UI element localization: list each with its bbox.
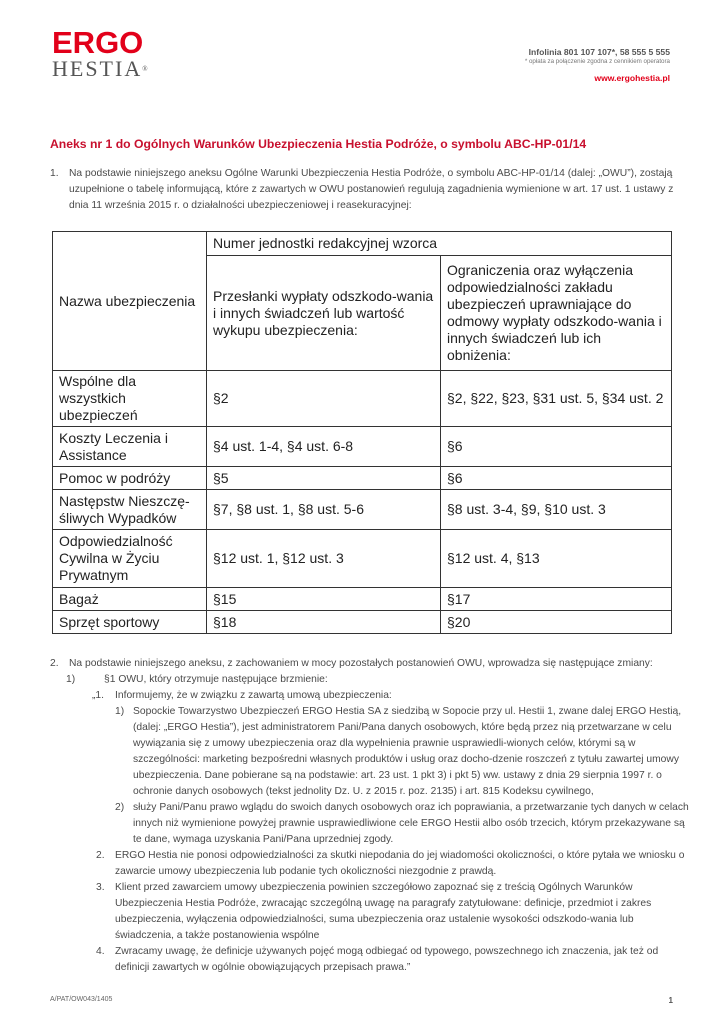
table-row bbox=[53, 371, 672, 427]
row-name: Odpowiedzialność Cywilna w Życiu Prywatnym bbox=[53, 530, 207, 588]
regulations-table bbox=[52, 231, 672, 634]
infolinia-note: * opłata za połączenie zgodna z cennikiem operatora bbox=[524, 58, 670, 65]
row-limits: §8 ust. 3-4, §9, §10 ust. 3 bbox=[441, 490, 672, 530]
row-limits: §2, §22, §23, §31 ust. 5, §34 ust. 2 bbox=[441, 371, 672, 427]
row-name: Bagaż bbox=[53, 588, 207, 611]
section-2-number: 2. bbox=[50, 658, 59, 669]
row-premises: §15 bbox=[207, 588, 441, 611]
row-limits: §12 ust. 4, §13 bbox=[441, 530, 672, 588]
table-row bbox=[53, 467, 672, 490]
row-premises: §5 bbox=[207, 467, 441, 490]
row-limits: §6 bbox=[441, 427, 672, 467]
row-premises: §12 ust. 1, §12 ust. 3 bbox=[207, 530, 441, 588]
quote-1b-number: 2) bbox=[115, 802, 125, 813]
section-2-intro: Na podstawie niniejszego aneksu, z zachowaniem w mocy pozostałych postanowień OWU, wprowadza się następujące zmiany: bbox=[69, 658, 653, 669]
table-row bbox=[53, 490, 672, 530]
header-insurance-name: Nazwa ubezpieczenia bbox=[53, 232, 207, 371]
ergo-hestia-logo bbox=[52, 25, 148, 81]
row-name: Wspólne dla wszystkich ubezpieczeń bbox=[53, 371, 207, 427]
quote-2-number: 2. bbox=[96, 850, 105, 861]
table-row bbox=[53, 427, 672, 467]
row-name: Następstw Nieszczę-śliwych Wypadków bbox=[53, 490, 207, 530]
row-limits: §6 bbox=[441, 467, 672, 490]
page-number: 1 bbox=[668, 996, 673, 1005]
row-limits: §17 bbox=[441, 588, 672, 611]
quote-3-text: Klient przed zawarciem umowy ubezpieczenia powinien szczegółowo zapoznać się z treścią Ogólnych Warunków Ubezpieczenia Hestia Podróże, zwracając szczególną uwagę na paragrafy zatytułowane: definicje, przedmiot i zakres ubezpieczenia, wyłączenia odpowiedzialności, suma ubezpieczenia oraz ustalenie wysokości odszkodo-wania lub świadczenia, a także postanowienia wspólne bbox=[115, 882, 652, 941]
quote-2-text: ERGO Hestia nie ponosi odpowiedzialności za skutki niepodania do jej wiadomości okoliczności, o które pytała we wniosku o zawarcie umowy ubezpieczenia lub podanie tych okoliczności niezgodnie z prawdą. bbox=[115, 850, 685, 877]
table-row bbox=[53, 611, 672, 634]
header-limits: Ograniczenia oraz wyłączenia odpowiedzialności zakładu ubezpieczeń uprawniające do odmowy wypłaty odszkodo-wania i innych świadczeń lub ich obniżenia: bbox=[441, 256, 672, 371]
item-1-text: §1 OWU, który otrzymuje następujące brzmienie: bbox=[104, 674, 328, 685]
table-row bbox=[53, 530, 672, 588]
row-premises: §18 bbox=[207, 611, 441, 634]
paragraph-1-text: Na podstawie niniejszego aneksu Ogólne Warunki Ubezpieczenia Hestia Podróże, o symbolu ABC-HP-01/14 (dalej: „OWU”), zostają uzupełnione o tabelę informującą, które z zawartych w OWU postanowień regulują zagadnienia wymienione w art. 17 ust. 1 ustawy z dnia 11 września 2015 r. o działalności ubezpieczeniowej i reasekuracyjnej: bbox=[69, 168, 674, 211]
quote-1a-number: 1) bbox=[115, 706, 125, 717]
section-2 bbox=[50, 656, 690, 976]
row-name: Sprzęt sportowy bbox=[53, 611, 207, 634]
quote-1a-text: Sopockie Towarzystwo Ubezpieczeń ERGO Hestia SA z siedzibą w Sopocie przy ul. Hestii 1, zwane dalej ERGO Hestią, (dalej: „ERGO Hestia”), jest administratorem Pani/Pana danych osobowych, które będą przez nią przetwarzane w celu wywiązania się z umowy ubezpieczenia oraz dla wypełnienia prawnie usprawiedli-wionych celów, którymi są w szczególności: marketing bezpośredni własnych produktów i usług oraz docho-dzenie roszczeń z tytułu zawartej umowy ubezpieczenia. Dane pobierane są na podstawie: art. 23 ust. 1 pkt 3) i pkt 5) ww. ustawy z dnia 29 sierpnia 1997 r. o ochronie danych osobowych (tekst jednolity Dz. U. z 2015 r. poz. 2135) i art. 815 Kodeksu cywilnego, bbox=[133, 706, 682, 797]
logo-ergo: ERGO bbox=[52, 25, 144, 60]
row-limits: §20 bbox=[441, 611, 672, 634]
quote-4-number: 4. bbox=[96, 946, 105, 957]
document-code: A/PAT/OW043/1405 bbox=[50, 996, 113, 1003]
item-1-number: 1) bbox=[66, 674, 76, 685]
quote-1-number: „1. bbox=[92, 690, 105, 701]
quote-1b-text: służy Pani/Panu prawo wglądu do swoich danych osobowych oraz ich poprawiania, a przetwarzanie tych danych w celach innych niż wymienione powyżej prawnie usprawiedliwione cele ERGO Hestii albo osób trzecich, którym przekazywane są te dane, wymaga uzyskania Pani/Pana uprzedniej zgody. bbox=[133, 802, 689, 845]
quote-3-number: 3. bbox=[96, 882, 105, 893]
header-premises: Przesłanki wypłaty odszkodo-wania i innych świadczeń lub wartość wykupu ubezpieczenia: bbox=[207, 256, 441, 371]
row-premises: §2 bbox=[207, 371, 441, 427]
row-name: Pomoc w podróży bbox=[53, 467, 207, 490]
logo-hestia: HESTIA® bbox=[52, 56, 148, 81]
document-title: Aneks nr 1 do Ogólnych Warunków Ubezpieczenia Hestia Podróże, o symbolu ABC-HP-01/14 bbox=[50, 137, 587, 151]
row-name: Koszty Leczenia i Assistance bbox=[53, 427, 207, 467]
website-link[interactable]: www.ergohestia.pl bbox=[594, 73, 670, 83]
contact-info bbox=[525, 47, 670, 83]
quote-1-text: Informujemy, że w związku z zawartą umową ubezpieczenia: bbox=[115, 690, 392, 701]
infolinia-text: Infolinia 801 107 107*, 58 555 5 555 bbox=[528, 47, 670, 57]
header-unit-number: Numer jednostki redakcyjnej wzorca bbox=[207, 232, 672, 256]
table-row bbox=[53, 588, 672, 611]
row-premises: §4 ust. 1-4, §4 ust. 6-8 bbox=[207, 427, 441, 467]
paragraph-1-number: 1. bbox=[50, 168, 59, 179]
paragraph-1 bbox=[50, 166, 680, 214]
quote-4-text: Zwracamy uwagę, że definicje używanych pojęć mogą odbiegać od typowego, powszechnego ich znaczenia, jak też od definicji zawartych w ogólnie obowiązujących przepisach prawa.” bbox=[115, 946, 659, 973]
row-premises: §7, §8 ust. 1, §8 ust. 5-6 bbox=[207, 490, 441, 530]
